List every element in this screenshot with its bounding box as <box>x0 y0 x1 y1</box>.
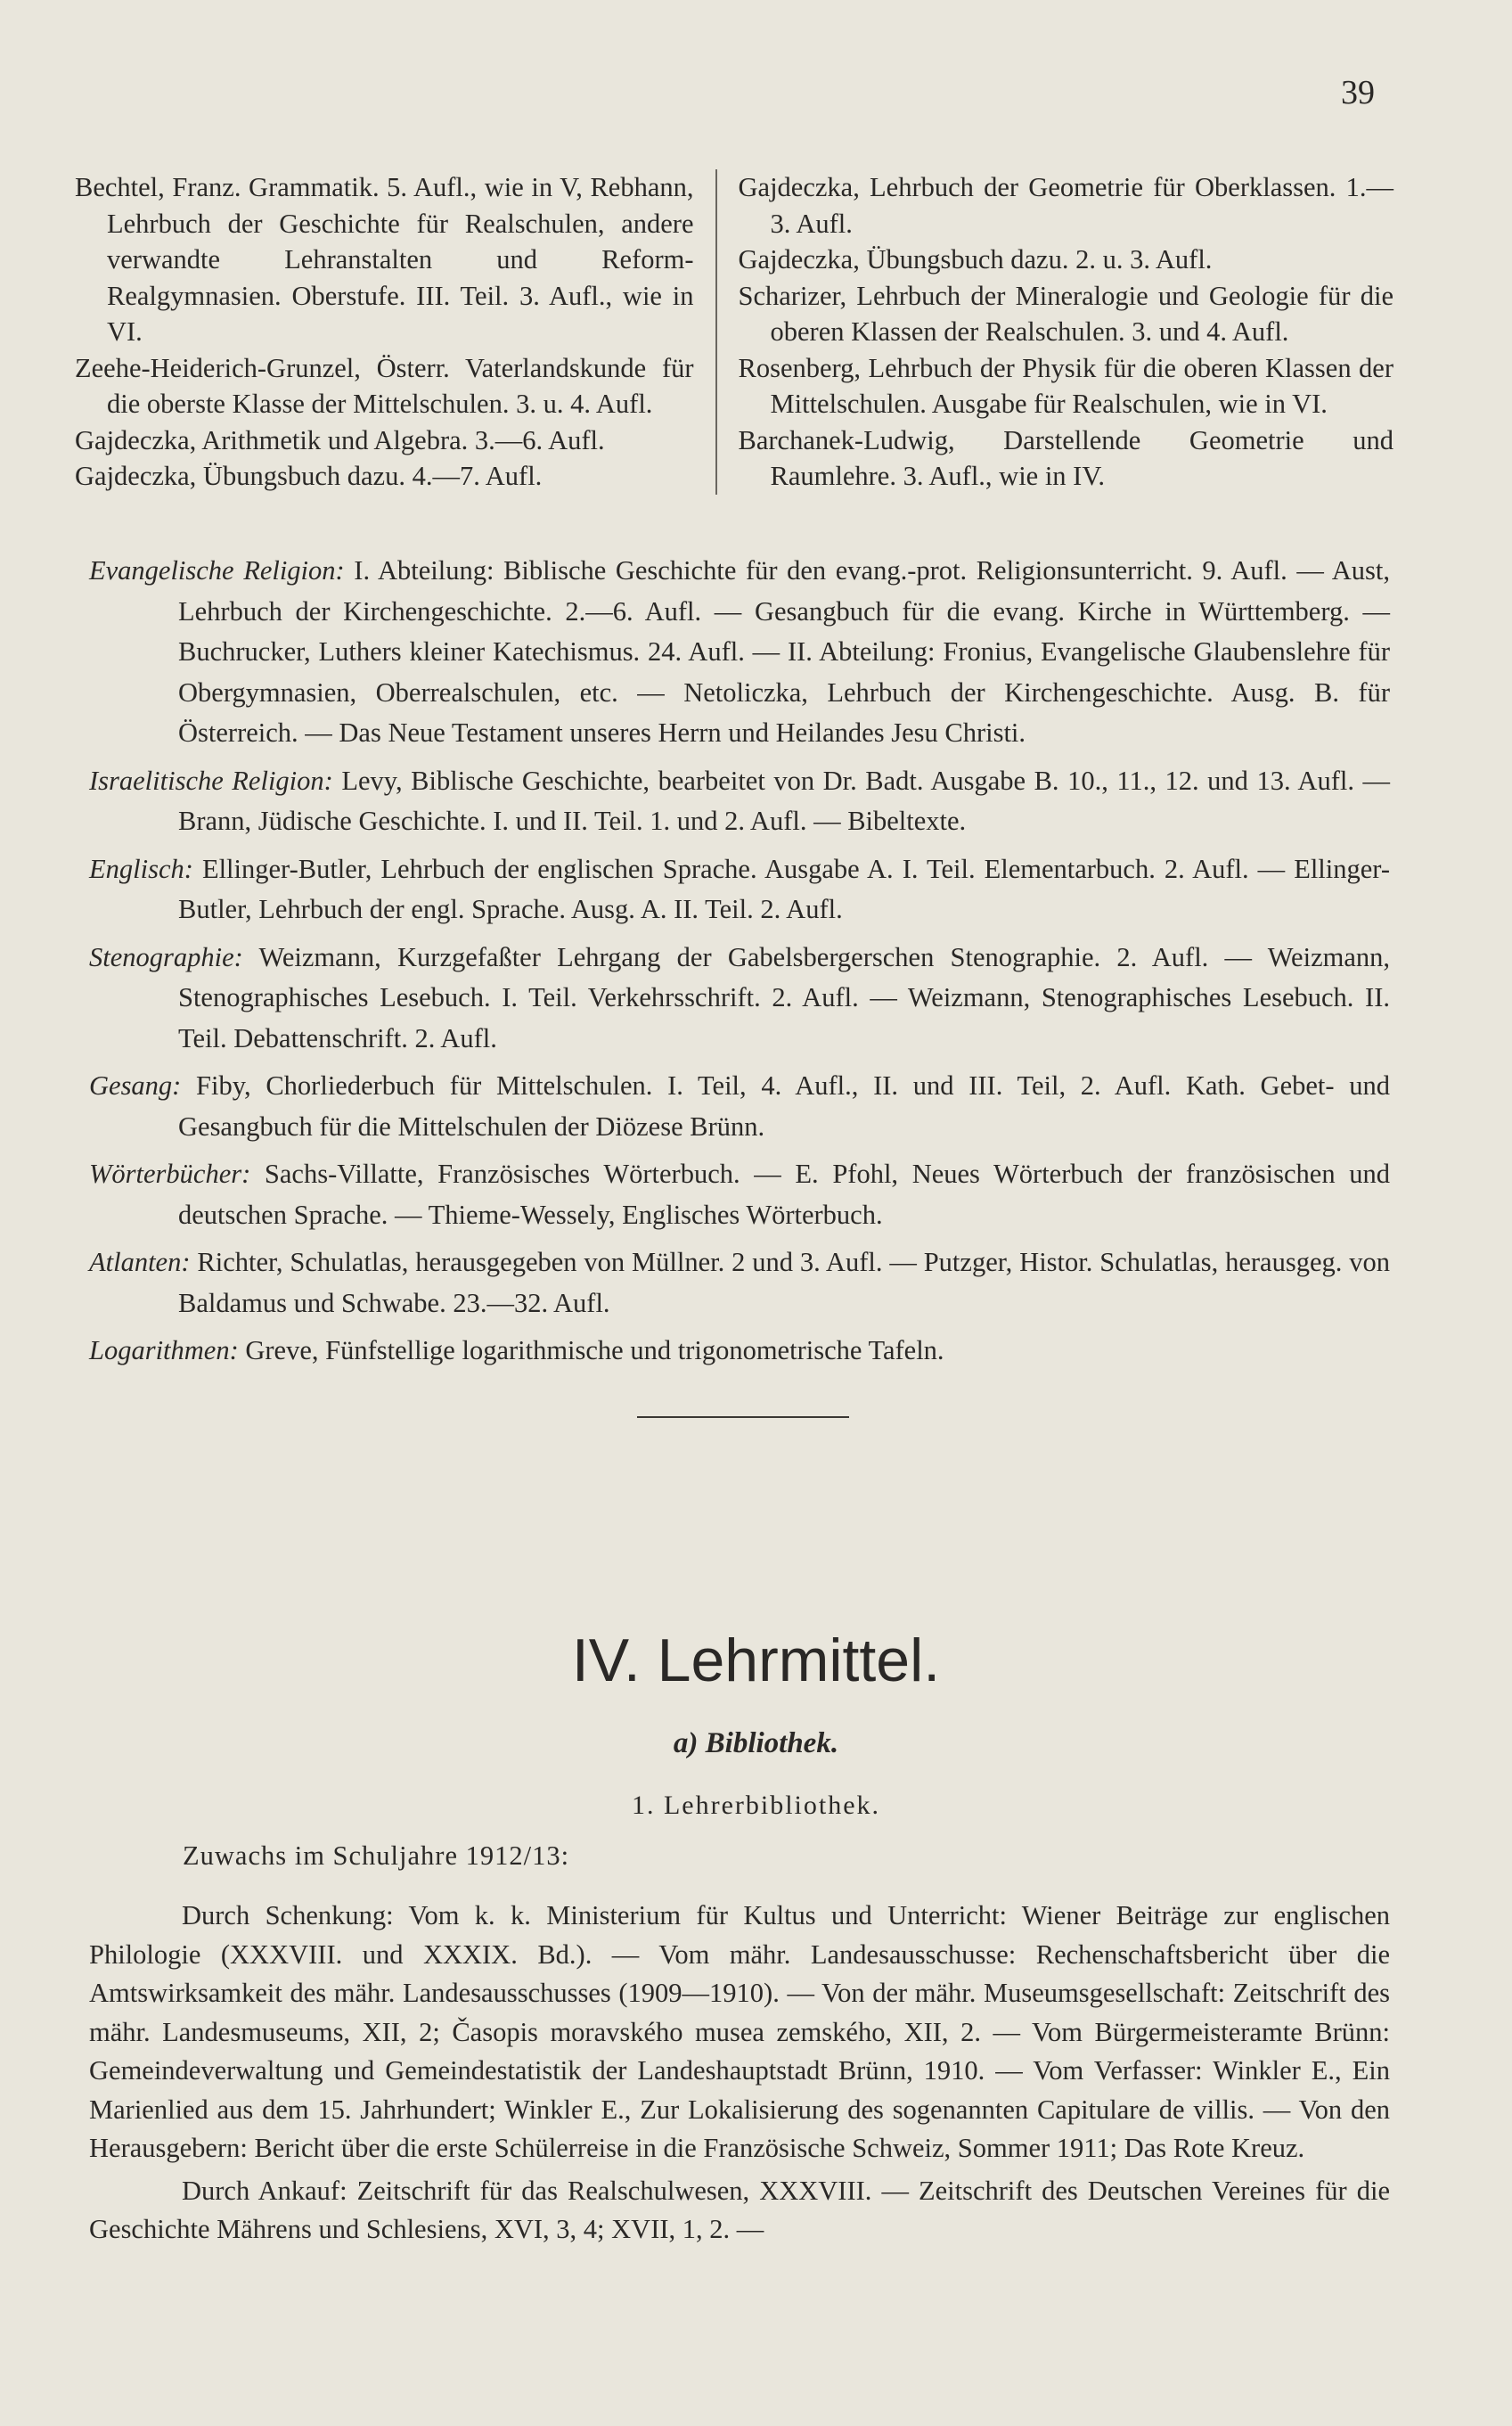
section-label: Evangelische Religion: <box>89 555 345 586</box>
list-item: Gajdeczka, Übungsbuch dazu. 2. u. 3. Aufl. <box>738 244 1213 275</box>
section-evangelische-religion <box>89 551 1390 754</box>
list-item: Zeehe-Heiderich-Grunzel, Österr. Vaterlandskunde für die oberste Klasse der Mittelschulen. 3. u. 4. Aufl. <box>75 352 694 419</box>
section-label: Stenographie: <box>89 941 243 972</box>
section-atlanten <box>89 1242 1390 1324</box>
section-text: Richter, Schulatlas, herausgegeben von Müllner. 2 und 3. Aufl. — Putzger, Histor. Schulatlas, herausgeg. von Baldamus und Schwabe. 23.—32. Aufl. <box>178 1247 1390 1318</box>
section-text: Levy, Biblische Geschichte, bearbeitet von Dr. Badt. Ausgabe B. 10., 11., 12. und 13. Aufl. — Brann, Jüdische Geschichte. I. und II. Teil. 1. und 2. Aufl. — Bibeltexte. <box>178 765 1390 836</box>
paragraph: Durch Ankauf: Zeitschrift für das Realschulwesen, XXXVIII. — Zeitschrift des Deutschen Vereines für die Geschichte Mährens und Schlesiens, XVI, 3, 4; XVII, 1, 2. — <box>89 2175 1390 2244</box>
section-text: Ellinger-Butler, Lehrbuch der englischen Sprache. Ausgabe A. I. Teil. Elementarbuch. 2. Aufl. — Ellinger-Butler, Lehrbuch der engl. Sprache. Ausg. A. II. Teil. 2. Aufl. <box>178 853 1390 924</box>
subject-sections <box>89 551 1390 1379</box>
section-label: Gesang: <box>89 1070 182 1101</box>
section-text: Greve, Fünfstellige logarithmische und trigonometrische Tafeln. <box>238 1335 944 1365</box>
left-column <box>75 169 717 495</box>
paragraph: Durch Schenkung: Vom k. k. Ministerium für Kultus und Unterricht: Wiener Beiträge zur englischen Philologie (XXXVIII. und XXXIX. Bd.). — Vom mähr. Landesausschusse: Rechenschaftsbericht über die Amtswirksamkeit des mähr. Landesausschusses (1909—1910). — Von der mähr. Museumsgesellschaft: Zeitschrift des mähr. Landesmuseums, XII, 2; Časopis moravského musea zemského, XII, 2. — Vom Bürgermeisteramte Brünn: Gemeindeverwaltung und Gemeindestatistik der Landeshauptstadt Brünn, 1910. — Vom Verfasser: Winkler E., Ein Marienlied aus dem 15. Jahrhundert; Winkler E., Zur Lokalisierung des sogenannten Capitulare de villis. — Von den Herausgebern: Bericht über die erste Schülerreise in die Französische Schweiz, Sommer 1911; Das Rote Kreuz. <box>89 1900 1390 2163</box>
section-logarithmen <box>89 1331 1390 1372</box>
section-heading: a) Bibliothek. <box>673 1727 839 1759</box>
right-column <box>717 169 1393 495</box>
section-label: Wörterbücher: <box>89 1159 251 1189</box>
section-label: Atlanten: <box>89 1247 191 1277</box>
section-woerterbuecher <box>89 1154 1390 1235</box>
section-stenographie <box>89 938 1390 1060</box>
page-number: 39 <box>1341 74 1375 111</box>
section-label: Englisch: <box>89 853 193 884</box>
section-text: Sachs-Villatte, Französisches Wörterbuch. — E. Pfohl, Neues Wörterbuch der französischen und deutschen Sprache. — Thieme-Wessely, Englisches Wörterbuch. <box>178 1159 1390 1230</box>
section-text: Fiby, Chorliederbuch für Mittelschulen. I. Teil, 4. Aufl., II. und III. Teil, 2. Aufl. Kath. Gebet- und Gesangbuch für die Mittelschulen der Diözese Brünn. <box>178 1070 1390 1142</box>
section-englisch <box>89 849 1390 930</box>
two-column-list <box>75 169 1393 495</box>
divider <box>637 1416 849 1418</box>
list-item: Gajdeczka, Lehrbuch der Geometrie für Oberklassen. 1.—3. Aufl. <box>738 172 1393 239</box>
subsection-heading: 1. Lehrerbibliothek. <box>631 1791 881 1820</box>
section-label: Logarithmen: <box>89 1335 239 1365</box>
section-label: Israelitische Religion: <box>89 765 333 796</box>
chapter-heading: IV. Lehrmittel. <box>571 1627 941 1694</box>
list-item: Rosenberg, Lehrbuch der Physik für die oberen Klassen der Mittelschulen. Ausgabe für Realschulen, wie in VI. <box>738 352 1393 419</box>
section-gesang <box>89 1066 1390 1147</box>
list-item: Gajdeczka, Arithmetik und Algebra. 3.—6. Aufl. <box>75 424 605 455</box>
body-text <box>89 1897 1390 2253</box>
list-item: Barchanek-Ludwig, Darstellende Geometrie und Raumlehre. 3. Aufl., wie in IV. <box>738 424 1393 491</box>
section-israelitische-religion <box>89 761 1390 842</box>
section-text: Weizmann, Kurzgefaßter Lehrgang der Gabelsbergerschen Stenographie. 2. Aufl. — Weizmann, Stenographisches Lesebuch. I. Teil. Verkehrsschrift. 2. Aufl. — Weizmann, Stenographisches Lesebuch. II. Teil. Debattenschrift. 2. Aufl. <box>178 941 1390 1053</box>
list-item: Scharizer, Lehrbuch der Mineralogie und Geologie für die oberen Klassen der Realschulen. 3. und 4. Aufl. <box>738 280 1393 347</box>
section-text: I. Abteilung: Biblische Geschichte für den evang.-prot. Religionsunterricht. 9. Aufl. — Aust, Lehrbuch der Kirchengeschichte. 2.—6. Aufl. — Gesangbuch für die evang. Kirche in Württemberg. — Buchrucker, Luthers kleiner Katechismus. 24. Aufl. — II. Abteilung: Fronius, Evangelische Glaubenslehre für Obergymnasien, Oberrealschulen, etc. — Netoliczka, Lehrbuch der Kirchengeschichte. Ausg. B. für Österreich. — Das Neue Testament unseres Herrn und Heilandes Jesu Christi. <box>178 555 1391 748</box>
list-item: Bechtel, Franz. Grammatik. 5. Aufl., wie in V, Rebhann, Lehrbuch der Geschichte für Realschulen, andere verwandte Lehranstalten und Reform-Realgymnasien. Oberstufe. III. Teil. 3. Aufl., wie in VI. <box>75 172 694 347</box>
list-item: Gajdeczka, Übungsbuch dazu. 4.—7. Aufl. <box>75 461 543 491</box>
zuwachs-line: Zuwachs im Schuljahre 1912/13: <box>183 1840 570 1871</box>
